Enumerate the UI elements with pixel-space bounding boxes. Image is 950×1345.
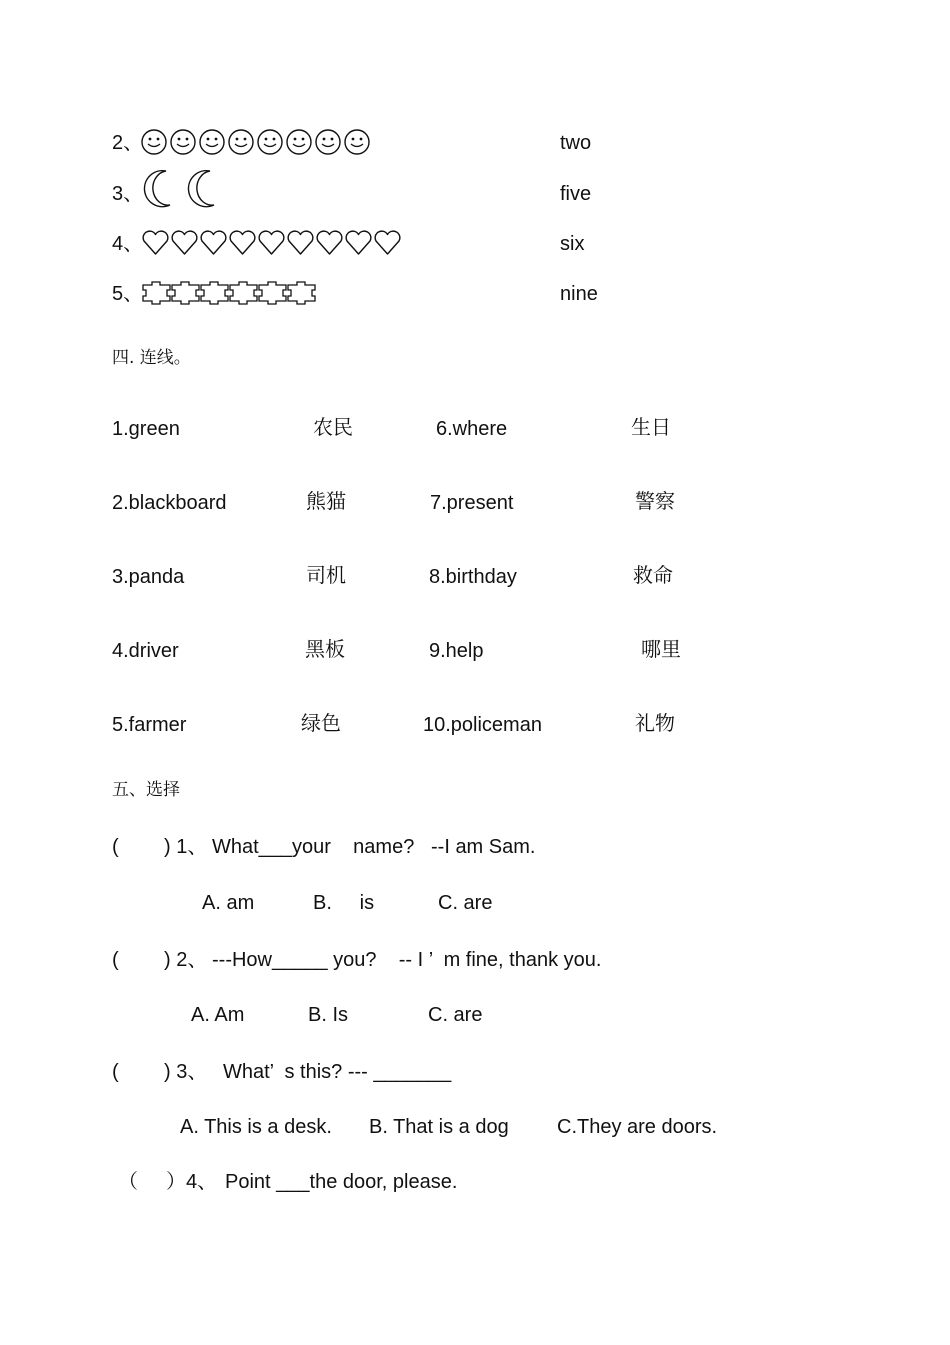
moon-icon	[140, 168, 184, 208]
heart-icon	[373, 230, 402, 256]
option-c: C. are	[438, 892, 493, 914]
smiley-icon	[314, 129, 343, 155]
match-english-word: 5.farmer	[112, 714, 187, 736]
question-number: ) 1、	[164, 836, 208, 858]
smiley-icon	[256, 129, 285, 155]
match-chinese-word: 生日	[631, 417, 671, 439]
puzzle-piece-icon	[200, 280, 229, 306]
match-english-word: 3.panda	[112, 566, 185, 588]
smiley-icon	[169, 129, 198, 155]
question-number: ）4、	[166, 1171, 218, 1193]
smiley-icon-group	[140, 129, 372, 155]
option-c: C.They are doors.	[557, 1116, 718, 1138]
question-text: Point ___the door, please.	[225, 1171, 458, 1193]
moon-icon	[184, 168, 228, 208]
moon-icon-group	[140, 168, 228, 208]
smiley-icon	[227, 129, 256, 155]
option-c: C. are	[428, 1004, 483, 1026]
match-chinese-word: 司机	[306, 565, 346, 587]
match-english-word: 9.help	[429, 640, 484, 662]
puzzle-piece-icon-group	[142, 280, 316, 306]
count-word: two	[560, 132, 592, 154]
match-english-word: 4.driver	[112, 640, 179, 662]
answer-paren-open: （	[118, 1171, 138, 1193]
option-b: B. is	[313, 892, 375, 914]
match-chinese-word: 黑板	[305, 639, 345, 661]
match-chinese-word: 绿色	[301, 713, 341, 735]
puzzle-piece-icon	[171, 280, 200, 306]
answer-paren-open: (	[112, 1061, 119, 1083]
answer-paren-open: (	[112, 949, 119, 971]
option-a: A. Am	[191, 1004, 245, 1026]
smiley-icon	[198, 129, 227, 155]
count-row-number: 4、	[112, 233, 144, 255]
section-title-choice: 五、选择	[112, 780, 180, 800]
match-chinese-word: 哪里	[641, 639, 681, 661]
heart-icon	[199, 230, 228, 256]
heart-icon	[228, 230, 257, 256]
section-title-matching: 四. 连线。	[112, 348, 191, 368]
option-b: B. Is	[308, 1004, 349, 1026]
question-text: ---How_____ you? -- I ’ m fine, thank you.	[212, 949, 602, 971]
heart-icon	[344, 230, 373, 256]
heart-icon	[170, 230, 199, 256]
match-chinese-word: 礼物	[635, 713, 675, 735]
puzzle-piece-icon	[258, 280, 287, 306]
option-a: A. am	[202, 892, 255, 914]
match-chinese-word: 农民	[313, 417, 353, 439]
match-chinese-word: 救命	[633, 565, 673, 587]
smiley-icon	[140, 129, 169, 155]
count-word: six	[560, 233, 585, 255]
match-chinese-word: 熊猫	[306, 491, 346, 513]
heart-icon	[286, 230, 315, 256]
puzzle-piece-icon	[142, 280, 171, 306]
heart-icon	[257, 230, 286, 256]
question-text: What___your name? --I am Sam.	[212, 836, 536, 858]
smiley-icon	[343, 129, 372, 155]
question-number: ) 2、	[164, 949, 208, 971]
count-word: five	[560, 183, 592, 205]
match-chinese-word: 警察	[635, 491, 675, 513]
heart-icon	[315, 230, 344, 256]
option-a: A. This is a desk.	[180, 1116, 332, 1138]
match-english-word: 1.green	[112, 418, 180, 440]
match-english-word: 2.blackboard	[112, 492, 227, 514]
match-english-word: 8.birthday	[429, 566, 517, 588]
count-word: nine	[560, 283, 598, 305]
smiley-icon	[285, 129, 314, 155]
heart-icon-group	[141, 230, 402, 256]
count-row-number: 3、	[112, 183, 144, 205]
count-row-number: 2、	[112, 132, 144, 154]
match-english-word: 6.where	[436, 418, 508, 440]
match-english-word: 10.policeman	[423, 714, 542, 736]
question-number: ) 3、	[164, 1061, 208, 1083]
match-english-word: 7.present	[430, 492, 514, 514]
heart-icon	[141, 230, 170, 256]
answer-paren-open: (	[112, 836, 119, 858]
puzzle-piece-icon	[287, 280, 316, 306]
puzzle-piece-icon	[229, 280, 258, 306]
option-b: B. That is a dog	[369, 1116, 509, 1138]
question-text: What’ s this? --- _______	[223, 1061, 452, 1083]
count-row-number: 5、	[112, 283, 144, 305]
